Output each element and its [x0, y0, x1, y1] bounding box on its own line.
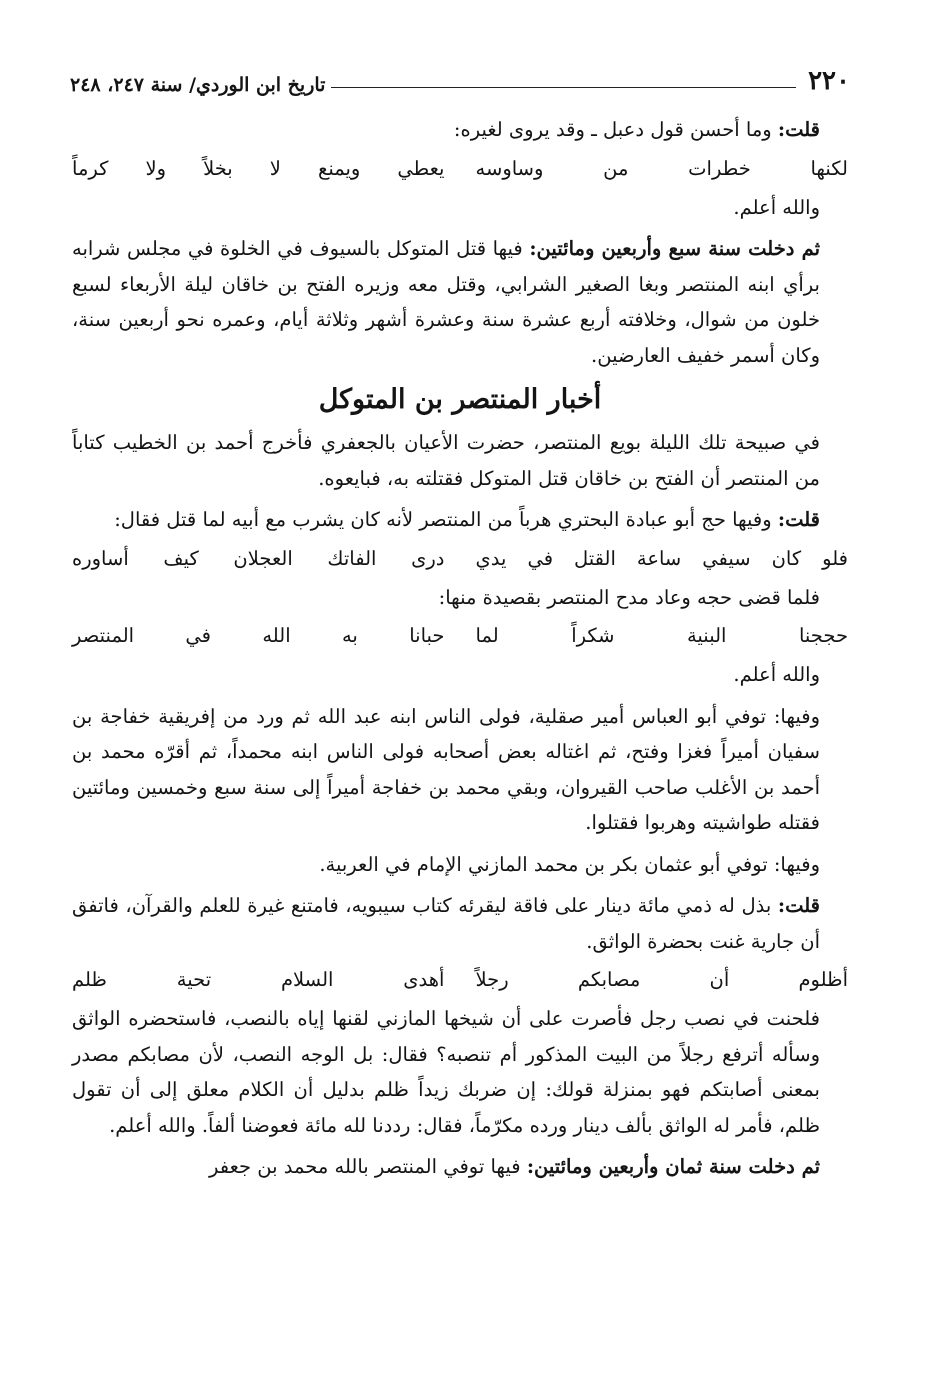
page-header — [70, 56, 850, 96]
paragraph-text: فيها توفي المنتصر بالله محمد بن جعفر — [209, 1155, 527, 1178]
verse-first-hemistich: أظلوم أن مصابكم رجلاً — [475, 968, 848, 991]
paragraph-11: فلحنت في نصب رجل فأصرت على أن شيخها المازني لقنها إياه بالنصب، فاستحضره الواثق وسأله أترفع رجلاً من البيت المذكور أم تنصبه؟ فقال: بل الوجه النصب، لأن مصابكم مصدر بمعنى أصابتكم فهو بمنزلة قولك: إن ضربك زيداً ظلم بدليل أن الكلام معلق إلى أن تقول ظلم، فأمر له الواثق بألف دينار ورده مكرّماً، فقال: رددنا لله مائة فعوضنا ألفاً. والله أعلم. — [72, 1007, 820, 1137]
paragraph-lead: قلت: — [777, 894, 820, 917]
verse-second-hemistich: درى الفاتك العجلان كيف أساوره — [72, 546, 445, 570]
paragraph-lead: قلت: — [777, 118, 820, 141]
paragraph-text: بذل له ذمي مائة دينار على فاقة ليقرئه كتاب سيبويه، فامتنع غيرة للعلم والقرآن، فاتفق أن جارية غنت بحضرة الواثق. — [72, 894, 820, 953]
page-body — [72, 112, 848, 1185]
verse-first-hemistich: لكنها خطرات من وساوسه — [475, 156, 848, 180]
paragraph-7: والله أعلم. — [733, 663, 820, 686]
paragraph-lead: قلت: — [777, 508, 820, 531]
paragraph-4: في صبيحة تلك الليلة بويع المنتصر، حضرت الأعيان بالجعفري فأخرج أحمد بن الخطيب كتاباً من المنتصر أن الفتح بن خاقان قتل المتوكل فقتلته به، فبايعوه. — [72, 431, 820, 490]
verse-4 — [72, 961, 848, 999]
verse-3 — [72, 617, 848, 655]
header-rule — [331, 87, 796, 88]
verse-second-hemistich: حبانا به الله في المنتصر — [72, 624, 445, 647]
verse-first-hemistich: حججنا البنية شكراً لما — [475, 624, 848, 647]
section-heading: أخبار المنتصر بن المتوكل — [318, 384, 602, 415]
verse-2 — [72, 540, 848, 578]
paragraph-8: وفيها: توفي أبو العباس أمير صقلية، فولى الناس ابنه عبد الله ثم ورد من إفريقية خفاجة بن سفيان أميراً فغزا وفتح، ثم اغتاله بعض أصحابه فولى الناس ابنه محمداً، ثم أقرّه محمد بن أحمد بن الأغلب صاحب القيروان، وبقي محمد بن خفاجة أميراً إلى سنة سبع وخمسين ومائتين فقتله طواشيته وهربوا فقتلوا. — [72, 704, 820, 834]
paragraph-text: وفيها حج أبو عبادة البحتري هرباً من المنتصر لأنه كان يشرب مع أبيه لما قتل فقال: — [114, 508, 778, 531]
page-number: ٢٢٠ — [808, 66, 850, 96]
paragraph-2: والله أعلم. — [733, 195, 820, 219]
verse-second-hemistich: يعطي ويمنع لا بخلاً ولا كرماً — [72, 156, 445, 180]
paragraph-12 — [72, 1149, 848, 1185]
paragraph-text: وما أحسن قول دعبل ـ وقد يروى لغيره: — [453, 118, 778, 141]
running-title: تاريخ ابن الوردي/ سنة ٢٤٧، ٢٤٨ — [70, 74, 326, 96]
verse-1 — [72, 150, 848, 188]
verse-first-hemistich: فلو كان سيفي ساعة القتل في يدي — [475, 546, 848, 570]
paragraph-10 — [72, 888, 848, 959]
verse-second-hemistich: أهدى السلام تحية ظلم — [72, 968, 445, 991]
paragraph-5 — [72, 502, 848, 538]
paragraph-lead: ثم دخلت سنة سبع وأربعين ومائتين: — [529, 237, 820, 260]
paragraph-6: فلما قضى حجه وعاد مدح المنتصر بقصيدة منها: — [438, 585, 820, 609]
paragraph-3 — [72, 231, 848, 373]
paragraph-text: فيها قتل المتوكل بالسيوف في الخلوة في مجلس شرابه برأي ابنه المنتصر وبغا الصغير الشرابي، وقتل معه وزيره الفتح بن خاقان ليلة الأربعاء لسبع خلون من شوال، وخلافته أربع عشرة سنة وعشرة أشهر وثلاثة أيام، وعمره نحو أربعين سنة، وكان أسمر خفيف العارضين. — [72, 237, 820, 367]
paragraph-lead: ثم دخلت سنة ثمان وأربعين ومائتين: — [526, 1155, 820, 1178]
paragraph-9: وفيها: توفي أبو عثمان بكر بن محمد المازني الإمام في العربية. — [319, 852, 820, 876]
paragraph-1 — [72, 112, 848, 148]
